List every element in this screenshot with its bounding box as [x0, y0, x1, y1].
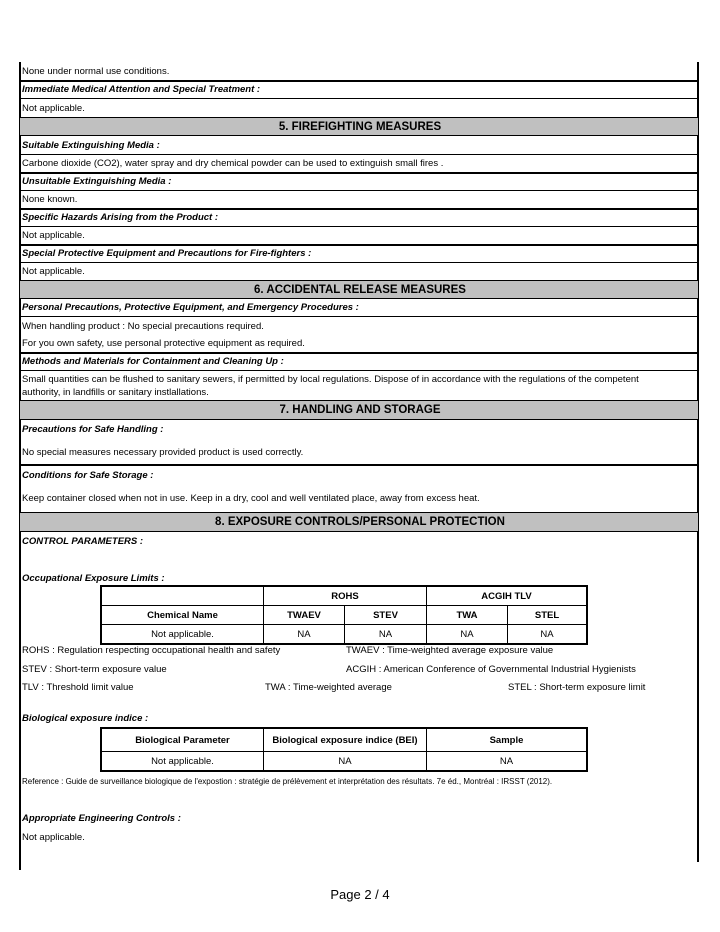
field-label: Personal Precautions, Protective Equipment, and Emergency Procedures : [22, 302, 359, 313]
field-label: Appropriate Engineering Controls : [22, 813, 181, 824]
reference-note: Reference : Guide de surveillance biologique de l'expostion : stratégie de prélèvement et interprétation des résultats. 7e éd., Montréal : IRSST (2012). [22, 777, 553, 786]
text-row: Not applicable. [22, 266, 85, 277]
table-row [101, 625, 587, 645]
cell: Not applicable. [101, 625, 264, 645]
text-row: Not applicable. [22, 230, 85, 241]
column-header: TWA [427, 606, 508, 625]
field-label: Suitable Extinguishing Media : [22, 140, 160, 151]
cell: Not applicable. [101, 752, 264, 772]
group-header: ROHS [264, 586, 427, 606]
cell: NA [427, 625, 508, 645]
exposure-limits-table [100, 585, 588, 645]
text-row: None under normal use conditions. [22, 65, 170, 77]
page-number: Page 2 / 4 [330, 887, 390, 902]
text-row: None known. [22, 194, 78, 205]
legend-acgih: ACGIH : American Conference of Governmental Industrial Hygienists [346, 664, 636, 675]
legend-rohs: ROHS : Regulation respecting occupational health and safety [22, 645, 281, 656]
table-row [101, 752, 587, 772]
field-label: Special Protective Equipment and Precautions for Fire-fighters : [22, 248, 312, 259]
field-label: Biological exposure indice : [22, 713, 149, 724]
field-label: Occupational Exposure Limits : [22, 573, 165, 584]
cell: NA [264, 625, 345, 645]
cell: NA [264, 752, 427, 772]
column-header: Biological Parameter [101, 728, 264, 752]
legend-twaev: TWAEV : Time-weighted average exposure value [346, 645, 554, 656]
text-row: Carbone dioxide (CO2), water spray and dry chemical powder can be used to extinguish small fires . [22, 158, 444, 169]
column-header: Biological exposure indice (BEI) [264, 728, 427, 752]
field-label: Unsuitable Extinguishing Media : [22, 176, 172, 187]
section-header-8: 8. EXPOSURE CONTROLS/PERSONAL PROTECTION [20, 512, 698, 532]
field-label: CONTROL PARAMETERS : [22, 536, 144, 547]
cell: NA [427, 752, 588, 772]
column-header: STEL [508, 606, 588, 625]
legend-tlv: TLV : Threshold limit value [22, 682, 134, 693]
section-header-6: 6. ACCIDENTAL RELEASE MEASURES [20, 280, 698, 299]
field-label: Conditions for Safe Storage : [22, 469, 154, 481]
cell: NA [345, 625, 427, 645]
text-row: Small quantities can be flushed to sanitary sewers, if permitted by local regulations. Dispose of in accordance with the regulations of the competent authority, in landfills or sanitary instlallations. [22, 374, 639, 398]
text-row: No special measures necessary provided product is used correctly. [22, 446, 304, 458]
section-header-5: 5. FIREFIGHTING MEASURES [20, 117, 698, 136]
cell: NA [508, 625, 588, 645]
bei-table [100, 727, 588, 772]
text-row: Not applicable. [22, 832, 85, 843]
column-header: TWAEV [264, 606, 345, 625]
text-row: When handling product : No special precautions required. [22, 320, 264, 332]
group-header: ACGIH TLV [427, 586, 588, 606]
column-header: Chemical Name [101, 606, 264, 625]
legend-stev: STEV : Short-term exposure value [22, 664, 167, 675]
column-header: Sample [427, 728, 588, 752]
legend-twa: TWA : Time-weighted average [265, 682, 392, 693]
field-label: Specific Hazards Arising from the Product : [22, 212, 219, 223]
field-label: Immediate Medical Attention and Special Treatment : [22, 84, 261, 95]
legend-stel: STEL : Short-term exposure limit [508, 682, 646, 693]
text-row: Not applicable. [22, 102, 85, 114]
column-header: STEV [345, 606, 427, 625]
field-label: Precautions for Safe Handling : [22, 423, 164, 435]
field-label: Methods and Materials for Containment and Cleaning Up : [22, 356, 284, 367]
text-row: For you own safety, use personal protective equipment as required. [22, 338, 305, 349]
section-header-7: 7. HANDLING AND STORAGE [20, 400, 698, 420]
text-row: Keep container closed when not in use. Keep in a dry, cool and well ventilated place, away from excess heat. [22, 493, 480, 504]
